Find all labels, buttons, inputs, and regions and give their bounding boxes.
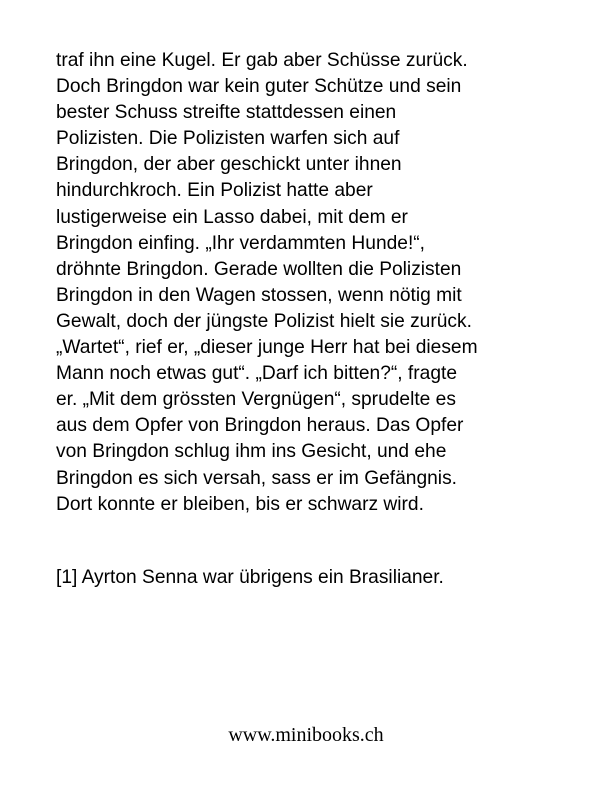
text-line: „Wartet“, rief er, „dieser junge Herr hat bei diesem bbox=[56, 337, 478, 359]
footnote: [1] Ayrton Senna war übrigens ein Brasilianer. bbox=[56, 567, 444, 588]
text-line: bester Schuss streifte stattdessen einen bbox=[56, 102, 397, 124]
text-line: Doch Bringdon war kein guter Schütze und sein bbox=[56, 76, 462, 98]
text-line: hindurchkroch. Ein Polizist hatte aber bbox=[56, 180, 373, 202]
text-line: Mann noch etwas gut“. „Darf ich bitten?“, fragte bbox=[56, 363, 457, 385]
text-line: er. „Mit dem grössten Vergnügen“, sprudelte es bbox=[56, 389, 456, 411]
text-line: dröhnte Bringdon. Gerade wollten die Polizisten bbox=[56, 258, 462, 280]
text-line: von Bringdon schlug ihm ins Gesicht, und ehe bbox=[56, 441, 447, 463]
story-text bbox=[56, 48, 566, 518]
footer-url[interactable]: www.minibooks.ch bbox=[228, 724, 384, 746]
text-line: Bringdon in den Wagen stossen, wenn nötig mit bbox=[56, 284, 462, 306]
text-line: traf ihn eine Kugel. Er gab aber Schüsse zurück. bbox=[56, 50, 468, 71]
text-line: Dort konnte er bleiben, bis er schwarz wird. bbox=[56, 493, 424, 515]
text-line: Bringdon einfing. „Ihr verdammten Hunde!“, bbox=[56, 232, 426, 254]
text-line: Bringdon, der aber geschickt unter ihnen bbox=[56, 154, 402, 176]
text-line: Bringdon es sich versah, sass er im Gefängnis. bbox=[56, 467, 457, 489]
text-line: aus dem Opfer von Bringdon heraus. Das Opfer bbox=[56, 415, 464, 437]
text-line: lustigerweise ein Lasso dabei, mit dem er bbox=[56, 206, 408, 228]
text-line: Polizisten. Die Polizisten warfen sich auf bbox=[56, 128, 400, 150]
text-line: Gewalt, doch der jüngste Polizist hielt sie zurück. bbox=[56, 310, 472, 332]
